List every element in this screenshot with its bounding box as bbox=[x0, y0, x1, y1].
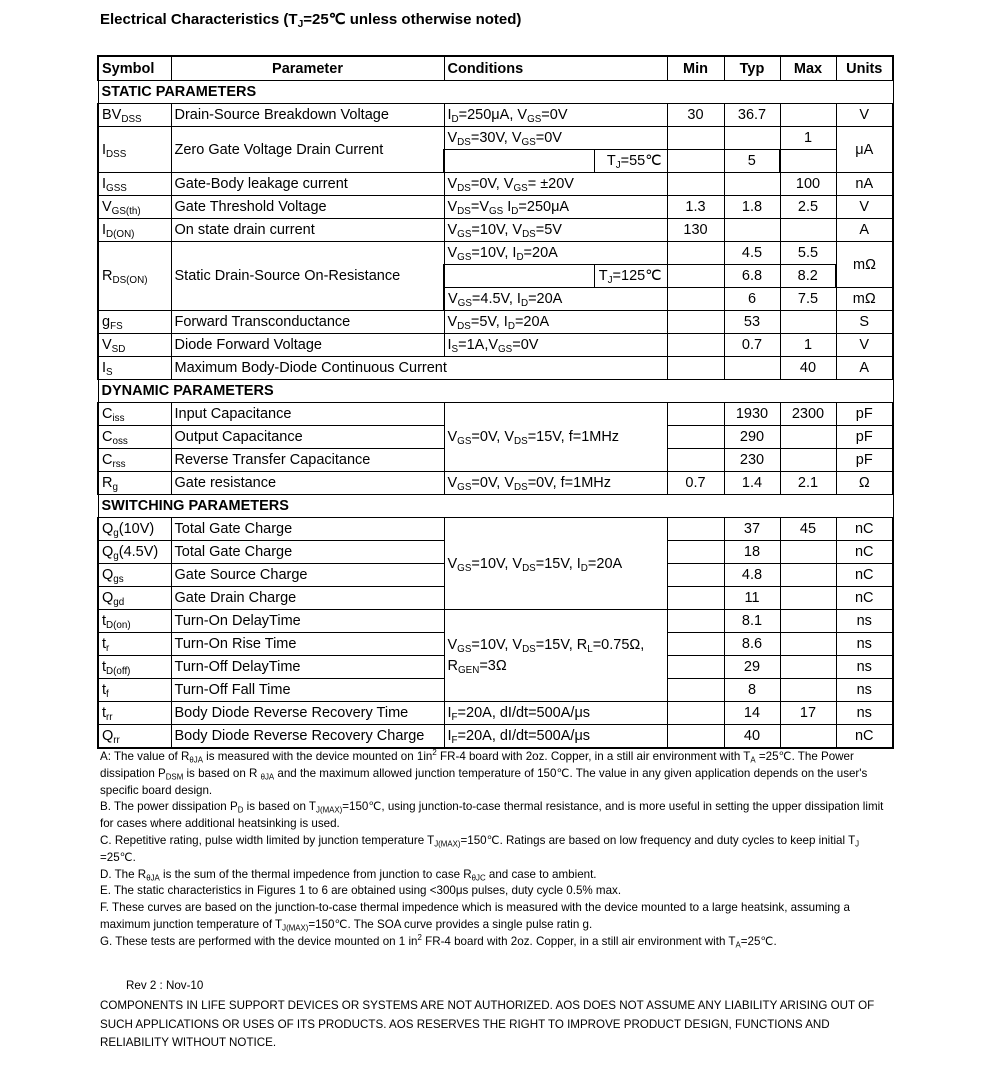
parameter-cell: Drain-Source Breakdown Voltage bbox=[171, 104, 444, 127]
typ-cell: 11 bbox=[724, 587, 780, 610]
section-dynamic: DYNAMIC PARAMETERS bbox=[98, 380, 893, 403]
symbol-cell: $Q_g(10V)$ bbox=[98, 518, 171, 541]
parameter-cell: Gate Source Charge bbox=[171, 564, 444, 587]
max-cell bbox=[780, 219, 836, 242]
max-cell bbox=[780, 564, 836, 587]
unit-cell: ns bbox=[836, 633, 893, 656]
typ-cell: 18 bbox=[724, 541, 780, 564]
typ-cell bbox=[724, 173, 780, 196]
typ-cell: 14 bbox=[724, 702, 780, 725]
parameter-cell: Static Drain-Source On-Resistance bbox=[171, 242, 444, 311]
unit-cell: ns bbox=[836, 679, 893, 702]
symbol-cell: $t_{rr}$ bbox=[98, 702, 171, 725]
max-cell: 1 bbox=[780, 127, 836, 150]
header-max: Max bbox=[780, 56, 836, 81]
min-cell bbox=[667, 288, 724, 311]
typ-cell: 4.5 bbox=[724, 242, 780, 265]
unit-cell: nC bbox=[836, 564, 893, 587]
typ-cell: 29 bbox=[724, 656, 780, 679]
parameter-cell: Body Diode Reverse Recovery Charge bbox=[171, 725, 444, 749]
revision-label: Rev 2 : Nov-10 bbox=[126, 979, 204, 992]
parameter-cell: Zero Gate Voltage Drain Current bbox=[171, 127, 444, 173]
unit-cell: nA bbox=[836, 173, 893, 196]
min-cell bbox=[667, 610, 724, 633]
header-symbol: Symbol bbox=[98, 56, 171, 81]
min-cell: 130 bbox=[667, 219, 724, 242]
table-row bbox=[98, 196, 893, 219]
unit-cell: S bbox=[836, 311, 893, 334]
parameter-cell: Turn-On DelayTime bbox=[171, 610, 444, 633]
symbol-cell: $g_{FS}$ bbox=[98, 311, 171, 334]
min-cell bbox=[667, 449, 724, 472]
unit-cell: ns bbox=[836, 702, 893, 725]
min-cell bbox=[667, 725, 724, 749]
typ-cell: 6.8 bbox=[724, 265, 780, 288]
symbol-cell: $Q_{gs}$ bbox=[98, 564, 171, 587]
parameter-cell: Total Gate Charge bbox=[171, 518, 444, 541]
parameter-cell: Total Gate Charge bbox=[171, 541, 444, 564]
typ-cell: 1.8 bbox=[724, 196, 780, 219]
min-cell bbox=[667, 334, 724, 357]
symbol-cell: $C_{rss}$ bbox=[98, 449, 171, 472]
conditions-cell: $V_{GS}=10V$, $V_{DS}=5V$ bbox=[444, 219, 667, 242]
min-cell bbox=[667, 518, 724, 541]
typ-cell: 53 bbox=[724, 311, 780, 334]
typ-cell: 1.4 bbox=[724, 472, 780, 495]
section-static: STATIC PARAMETERS bbox=[98, 81, 893, 104]
max-cell bbox=[780, 610, 836, 633]
unit-cell: mΩ bbox=[836, 288, 893, 311]
tj-condition-cell: $T_J=55℃$ bbox=[594, 150, 667, 173]
conditions-blank-cell bbox=[444, 265, 594, 288]
parameter-cell: Gate resistance bbox=[171, 472, 444, 495]
typ-cell: 37 bbox=[724, 518, 780, 541]
unit-cell: pF bbox=[836, 449, 893, 472]
conditions-cell: $V_{GS}=10V$, $I_D=20A$ bbox=[444, 242, 667, 265]
symbol-cell: $BV_{DSS}$ bbox=[98, 104, 171, 127]
unit-cell: A bbox=[836, 357, 893, 380]
parameter-cell: Gate Threshold Voltage bbox=[171, 196, 444, 219]
max-cell bbox=[780, 725, 836, 749]
header-typ: Typ bbox=[724, 56, 780, 81]
symbol-cell: $Q_{rr}$ bbox=[98, 725, 171, 749]
max-cell: 2.5 bbox=[780, 196, 836, 219]
typ-cell: 8.6 bbox=[724, 633, 780, 656]
conditions-cell: $V_{GS}=10V$, $V_{DS}=15V$, $R_L=0.75\Omega$, $R_{GEN}=3\Omega$ bbox=[444, 610, 667, 702]
typ-cell bbox=[667, 150, 724, 173]
symbol-cell: $V_{SD}$ bbox=[98, 334, 171, 357]
note-c: C. Repetitive rating, pulse width limited by junction temperature $T_{J(MAX)}=150℃$. Ratings are based on low frequency and duty cycles to keep initial $T_J$ =25℃. bbox=[100, 833, 860, 864]
disclaimer-text: COMPONENTS IN LIFE SUPPORT DEVICES OR SYSTEMS ARE NOT AUTHORIZED. AOS DOES NOT ASSUME ANY LIABILITY ARISING OUT OF SUCH APPLICATIONS OR USES OF ITS PRODUCTS. AOS RESERVES THE RIGHT TO IMPROVE PRODUCT DESIGN, FUNCTIONS AND RELIABILITY WITHOUT NOTICE. bbox=[100, 999, 875, 1049]
conditions-cell: $V_{GS}=0V$, $V_{DS}=0V$, f=1MHz bbox=[444, 472, 667, 495]
typ-cell: 8.1 bbox=[724, 610, 780, 633]
unit-cell: pF bbox=[836, 403, 893, 426]
max-cell bbox=[780, 587, 836, 610]
typ-cell: 4.8 bbox=[724, 564, 780, 587]
unit-cell: nC bbox=[836, 725, 893, 749]
max-cell bbox=[780, 541, 836, 564]
note-d: D. The $R_{\theta JA}$ is the sum of the thermal impedence from junction to case $R_{\theta JC}$ and case to ambient. bbox=[100, 867, 597, 882]
symbol-cell: $C_{oss}$ bbox=[98, 426, 171, 449]
header-parameter: Parameter bbox=[171, 56, 444, 81]
unit-cell: ns bbox=[836, 656, 893, 679]
min-cell bbox=[667, 265, 724, 288]
unit-cell: A bbox=[836, 219, 893, 242]
typ-cell: 230 bbox=[724, 449, 780, 472]
symbol-cell: $t_{D(off)}$ bbox=[98, 656, 171, 679]
symbol-cell: $I_{D(ON)}$ bbox=[98, 219, 171, 242]
min-cell bbox=[667, 426, 724, 449]
parameter-cell: Turn-Off DelayTime bbox=[171, 656, 444, 679]
max-cell bbox=[780, 656, 836, 679]
parameter-cell: Gate-Body leakage current bbox=[171, 173, 444, 196]
conditions-blank-cell bbox=[444, 150, 594, 173]
min-cell bbox=[667, 564, 724, 587]
max-cell: 40 bbox=[780, 357, 836, 380]
table-row bbox=[98, 334, 893, 357]
header-min: Min bbox=[667, 56, 724, 81]
table-row bbox=[98, 518, 893, 541]
footnotes bbox=[100, 749, 890, 951]
parameter-cell: Gate Drain Charge bbox=[171, 587, 444, 610]
parameter-cell: Body Diode Reverse Recovery Time bbox=[171, 702, 444, 725]
unit-cell: V bbox=[836, 104, 893, 127]
unit-cell: nC bbox=[836, 587, 893, 610]
parameter-cell: Output Capacitance bbox=[171, 426, 444, 449]
max-cell: 100 bbox=[780, 173, 836, 196]
max-cell: 5 bbox=[724, 150, 780, 173]
table-row bbox=[98, 173, 893, 196]
conditions-cell: $V_{GS}=4.5V$, $I_D=20A$ bbox=[444, 288, 667, 311]
max-cell bbox=[780, 311, 836, 334]
min-cell: 0.7 bbox=[667, 472, 724, 495]
typ-cell: 290 bbox=[724, 426, 780, 449]
page-title: Electrical Characteristics ($T_J=25℃$ unless otherwise noted) bbox=[100, 11, 522, 31]
unit-cell: Ω bbox=[836, 472, 893, 495]
typ-cell: 8 bbox=[724, 679, 780, 702]
max-cell bbox=[780, 426, 836, 449]
min-cell: 1.3 bbox=[667, 196, 724, 219]
electrical-characteristics-table bbox=[97, 55, 894, 749]
max-cell: 45 bbox=[780, 518, 836, 541]
table-row bbox=[98, 104, 893, 127]
typ-cell: 1930 bbox=[724, 403, 780, 426]
table-row bbox=[98, 357, 893, 380]
min-cell bbox=[667, 679, 724, 702]
conditions-cell: $V_{GS}=10V$, $V_{DS}=15V$, $I_D=20A$ bbox=[444, 518, 667, 610]
max-cell bbox=[780, 633, 836, 656]
typ-cell: 36.7 bbox=[724, 104, 780, 127]
unit-cell: nC bbox=[836, 541, 893, 564]
parameter-cell: Reverse Transfer Capacitance bbox=[171, 449, 444, 472]
max-cell: 2300 bbox=[780, 403, 836, 426]
symbol-cell: $t_{D(on)}$ bbox=[98, 610, 171, 633]
unit-cell: ns bbox=[836, 610, 893, 633]
min-cell bbox=[667, 541, 724, 564]
min-cell bbox=[667, 587, 724, 610]
conditions-cell: $V_{DS}=V_{GS}$ $I_D=250\mu A$ bbox=[444, 196, 667, 219]
typ-cell bbox=[724, 219, 780, 242]
symbol-cell: $Q_{gd}$ bbox=[98, 587, 171, 610]
table-row bbox=[98, 610, 893, 633]
conditions-cell: $V_{DS}=5V$, $I_D=20A$ bbox=[444, 311, 667, 334]
typ-cell: 0.7 bbox=[724, 334, 780, 357]
note-f: F. These curves are based on the junction-to-case thermal impedence which is measured with the device mounted to a large heatsink, assuming a maximum junction temperature of $T_{J(MAX)}=150℃$. The SOA curve provides a single pulse ratin g. bbox=[100, 901, 850, 933]
typ-cell: 6 bbox=[724, 288, 780, 311]
min-cell bbox=[667, 357, 724, 380]
min-cell bbox=[667, 311, 724, 334]
symbol-cell: $I_{DSS}$ bbox=[98, 127, 171, 173]
conditions-cell: $V_{DS}=30V$, $V_{GS}=0V$ bbox=[444, 127, 667, 150]
table-header-row bbox=[98, 56, 893, 81]
min-cell bbox=[667, 656, 724, 679]
symbol-cell: $I_{GSS}$ bbox=[98, 173, 171, 196]
note-e: E. The static characteristics in Figures 1 to 6 are obtained using <300μs pulses, duty cycle 0.5% max. bbox=[100, 884, 622, 898]
typ-cell bbox=[724, 357, 780, 380]
conditions-cell: $V_{DS}=0V$, $V_{GS}= \pm 20V$ bbox=[444, 173, 667, 196]
table-row bbox=[98, 127, 893, 150]
symbol-cell: $C_{iss}$ bbox=[98, 403, 171, 426]
table-row bbox=[98, 403, 893, 426]
conditions-cell: $I_S=1A,V_{GS}=0V$ bbox=[444, 334, 667, 357]
min-cell bbox=[667, 242, 724, 265]
min-cell bbox=[667, 633, 724, 656]
symbol-cell: $I_S$ bbox=[98, 357, 171, 380]
symbol-cell: $Q_g(4.5V)$ bbox=[98, 541, 171, 564]
typ-cell: 40 bbox=[724, 725, 780, 749]
parameter-cell: Turn-On Rise Time bbox=[171, 633, 444, 656]
max-cell bbox=[780, 679, 836, 702]
unit-cell: nC bbox=[836, 518, 893, 541]
table-row bbox=[98, 219, 893, 242]
min-cell bbox=[667, 127, 724, 150]
max-cell: 8.2 bbox=[780, 265, 836, 288]
parameter-cell: Forward Transconductance bbox=[171, 311, 444, 334]
parameter-cell: On state drain current bbox=[171, 219, 444, 242]
table-row bbox=[98, 242, 893, 265]
tj-condition-cell: $T_J=125℃$ bbox=[594, 265, 667, 288]
max-cell bbox=[780, 104, 836, 127]
symbol-cell: $R_g$ bbox=[98, 472, 171, 495]
note-b: B. The power dissipation $P_D$ is based on $T_{J(MAX)}=150℃$, using junction-to-case thermal resistance, and is more useful in setting the upper dissipation limit for cases where additional heatsinking is used. bbox=[100, 800, 884, 831]
table-row bbox=[98, 472, 893, 495]
max-cell: 7.5 bbox=[780, 288, 836, 311]
min-cell bbox=[667, 173, 724, 196]
conditions-cell: $V_{GS}=0V$, $V_{DS}=15V$, f=1MHz bbox=[444, 403, 667, 472]
symbol-cell: $t_f$ bbox=[98, 679, 171, 702]
max-cell: 2.1 bbox=[780, 472, 836, 495]
min-cell bbox=[667, 702, 724, 725]
header-conditions: Conditions bbox=[444, 56, 667, 81]
max-cell: 5.5 bbox=[780, 242, 836, 265]
note-a: A: The value of $R_{\theta JA}$ is measured with the device mounted on $1in^2$ FR-4 board with 2oz. Copper, in a still air environment with $T_A$ =25℃. The Power dissipation $P_{DSM}$ is based on R $_{\theta JA}$ and the maximum allowed junction temperature of 150℃. The value in any given application depends on the user's specific board design. bbox=[100, 748, 868, 797]
parameter-cell: Input Capacitance bbox=[171, 403, 444, 426]
symbol-cell: $t_r$ bbox=[98, 633, 171, 656]
unit-cell: μA bbox=[836, 127, 893, 173]
typ-cell bbox=[724, 127, 780, 150]
unit-cell: V bbox=[836, 196, 893, 219]
parameter-cell: Maximum Body-Diode Continuous Current bbox=[171, 357, 667, 380]
max-cell: 17 bbox=[780, 702, 836, 725]
table-row bbox=[98, 725, 893, 749]
parameter-cell: Turn-Off Fall Time bbox=[171, 679, 444, 702]
conditions-cell: $I_F=20A$, dI/dt=500A/μs bbox=[444, 702, 667, 725]
min-cell bbox=[667, 403, 724, 426]
table-row bbox=[98, 311, 893, 334]
conditions-cell: $I_D=250\mu A$, $V_{GS}=0V$ bbox=[444, 104, 667, 127]
symbol-cell: $V_{GS(th)}$ bbox=[98, 196, 171, 219]
unit-cell: V bbox=[836, 334, 893, 357]
unit-cell: pF bbox=[836, 426, 893, 449]
section-switching: SWITCHING PARAMETERS bbox=[98, 495, 893, 518]
max-cell bbox=[780, 449, 836, 472]
note-g: G. These tests are performed with the device mounted on 1 $in^2$ FR-4 board with 2oz. Copper, in a still air environment with $T_A=25℃$. bbox=[100, 932, 777, 950]
unit-cell: mΩ bbox=[836, 242, 893, 288]
table-row bbox=[98, 702, 893, 725]
max-cell: 1 bbox=[780, 334, 836, 357]
min-cell: 30 bbox=[667, 104, 724, 127]
symbol-cell: $R_{DS(ON)}$ bbox=[98, 242, 171, 311]
header-units: Units bbox=[836, 56, 893, 81]
parameter-cell: Diode Forward Voltage bbox=[171, 334, 444, 357]
conditions-cell: $I_F=20A$, dI/dt=500A/μs bbox=[444, 725, 667, 749]
